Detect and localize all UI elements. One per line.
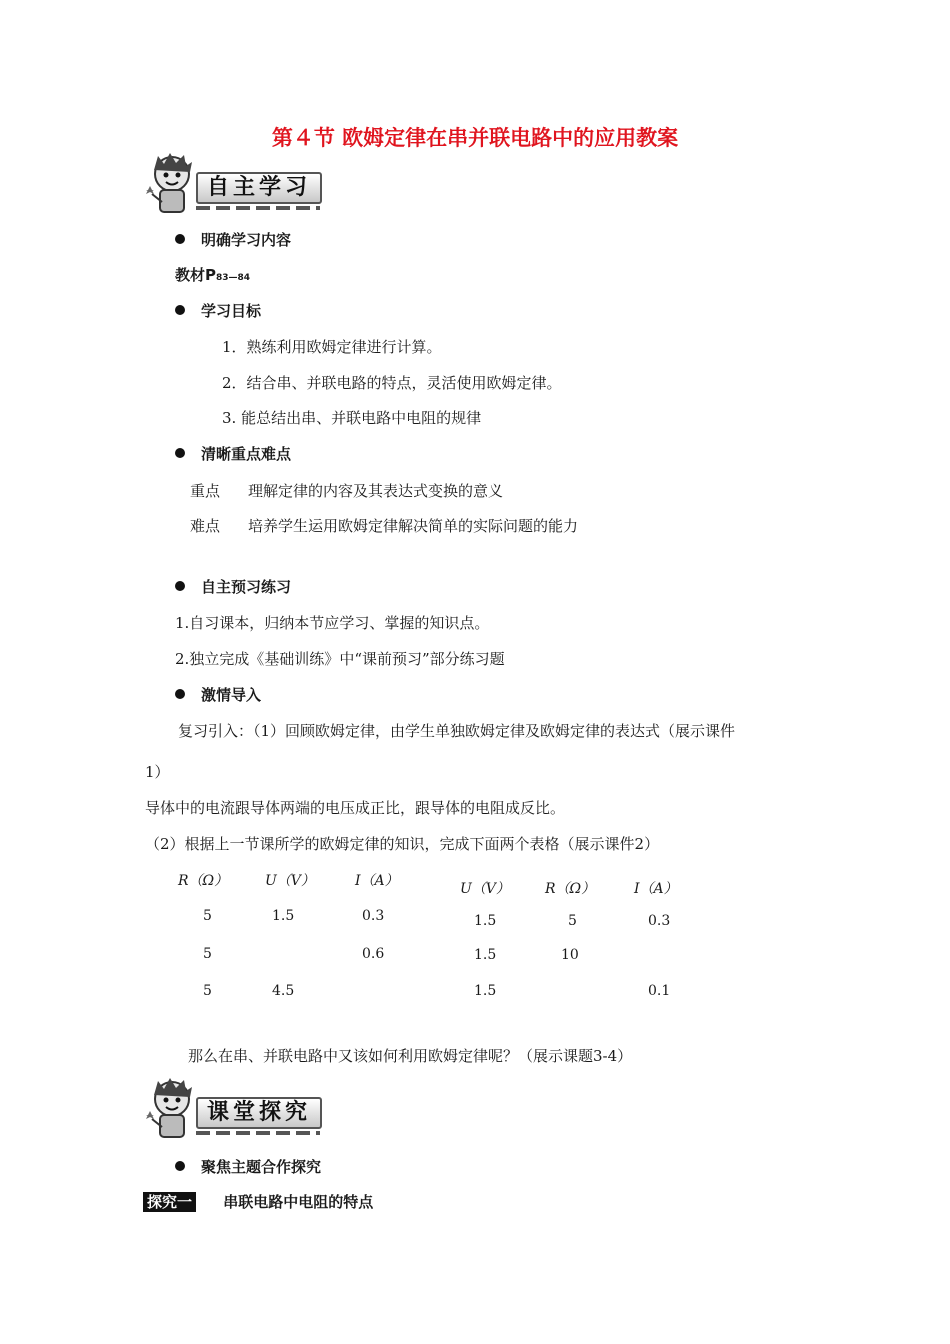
table-cell: 1.5 xyxy=(272,908,295,924)
goal-item: 1．熟练利用欧姆定律进行计算。 xyxy=(222,338,442,356)
table-cell: 1.5 xyxy=(474,947,497,963)
table-cell: 4.5 xyxy=(272,983,295,999)
explore-title: 串联电路中电阻的特点 xyxy=(223,1193,374,1211)
heading-content: 明确学习内容 xyxy=(175,229,291,250)
page-title: 第４节 欧姆定律在串并联电路中的应用教案 xyxy=(271,126,679,150)
preview-item: 1.自习课本，归纳本节应学习、掌握的知识点。 xyxy=(175,614,490,632)
preview-item: 2.独立完成《基础训练》中“课前预习”部分练习题 xyxy=(175,650,505,668)
table-header: U（V） xyxy=(265,873,315,889)
heading-intro: 激情导入 xyxy=(175,684,261,705)
bullet-icon xyxy=(175,234,185,244)
heading-preview: 自主预习练习 xyxy=(175,576,291,597)
bullet-icon xyxy=(175,448,185,458)
textbook-ref: 教材P83—84 xyxy=(175,266,251,284)
question-text: 那么在串、并联电路中又该如何利用欧姆定律呢？（展示课题3-4） xyxy=(188,1047,633,1065)
table-cell: 5 xyxy=(203,946,212,962)
bullet-icon xyxy=(175,1161,185,1171)
table-cell: 0.3 xyxy=(648,913,671,929)
table-header: U（V） xyxy=(460,881,510,897)
table-cell: 1.5 xyxy=(474,983,497,999)
bullet-icon xyxy=(175,305,185,315)
key-text: 理解定律的内容及其表达式变换的意义 xyxy=(248,482,504,500)
table-cell: 0.6 xyxy=(362,946,385,962)
key-label: 重点 xyxy=(190,482,221,500)
heading-key-points: 清晰重点难点 xyxy=(175,443,291,464)
explore-heading xyxy=(143,1191,373,1212)
goal-item: 3. 能总结出串、并联电路中电阻的规律 xyxy=(222,409,482,427)
banner-label: 课堂探究 xyxy=(196,1097,322,1129)
banner-dash-divider xyxy=(196,1131,320,1135)
table-cell: 5 xyxy=(203,908,212,924)
intro-paragraph: 复习引入：（1）回顾欧姆定律，由学生单独欧姆定律及欧姆定律的表达式（展示课件 xyxy=(178,722,736,740)
table-header: R（Ω） xyxy=(178,873,229,889)
hard-text: 培养学生运用欧姆定律解决简单的实际问题的能力 xyxy=(248,517,579,535)
banner-label: 自主学习 xyxy=(196,172,322,204)
table-cell: 10 xyxy=(561,947,579,963)
heading-goals: 学习目标 xyxy=(175,300,261,321)
cartoon-kid-icon xyxy=(140,150,204,222)
table-header: I（A） xyxy=(634,881,678,897)
table-cell: 5 xyxy=(568,913,577,929)
intro-task: （2）根据上一节课所学的欧姆定律的知识，完成下面两个表格（展示课件2） xyxy=(145,835,660,853)
table-cell: 0.1 xyxy=(648,983,671,999)
goal-item: 2．结合串、并联电路的特点，灵活使用欧姆定律。 xyxy=(222,374,562,392)
bullet-icon xyxy=(175,689,185,699)
table-header: R（Ω） xyxy=(545,881,596,897)
intro-statement: 导体中的电流跟导体两端的电压成正比，跟导体的电阻成反比。 xyxy=(145,799,566,817)
bullet-icon xyxy=(175,581,185,591)
section-banner-class-explore xyxy=(140,1075,325,1150)
table-cell: 5 xyxy=(203,983,212,999)
heading-focus: 聚焦主题合作探究 xyxy=(175,1156,321,1177)
table-cell: 1.5 xyxy=(474,913,497,929)
banner-dash-divider xyxy=(196,206,320,210)
intro-paragraph-cont: 1） xyxy=(145,763,170,781)
cartoon-kid-icon xyxy=(140,1075,204,1147)
table-cell: 0.3 xyxy=(362,908,385,924)
section-banner-self-study xyxy=(140,150,325,225)
explore-tag: 探究一 xyxy=(143,1192,196,1212)
hard-label: 难点 xyxy=(190,517,221,535)
table-header: I（A） xyxy=(355,873,399,889)
